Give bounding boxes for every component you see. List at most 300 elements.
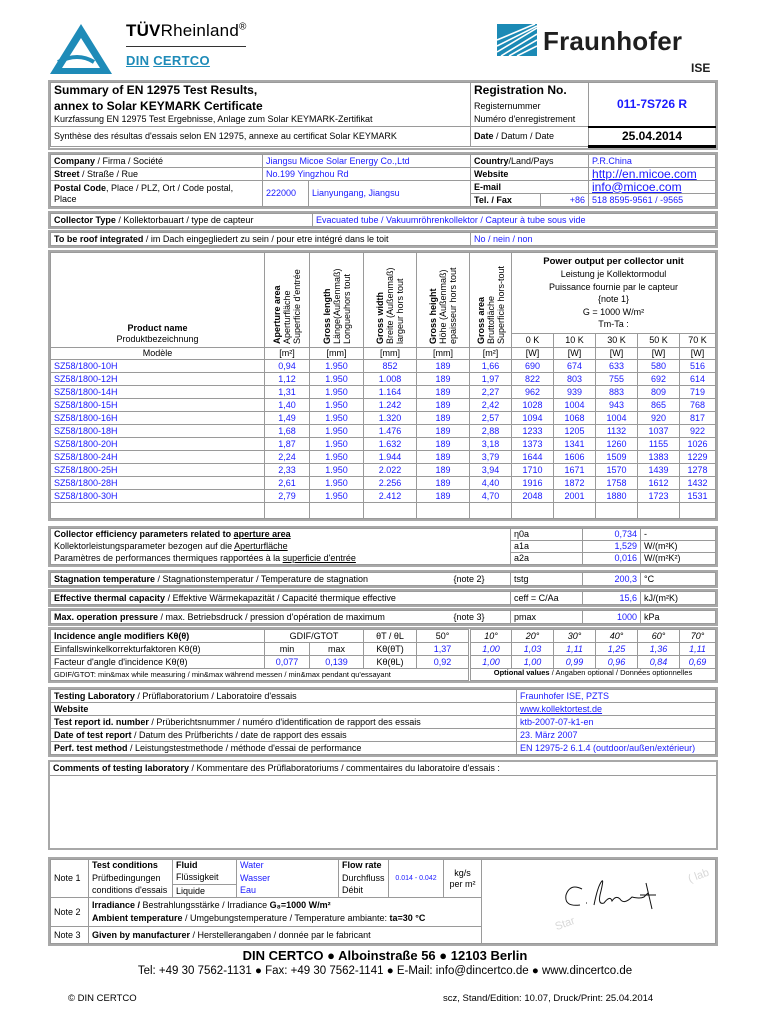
product-value: 189 xyxy=(417,412,470,425)
logo-divider xyxy=(126,46,246,47)
product-value: 943 xyxy=(596,399,638,412)
fraunhofer-wordmark: Fraunhofer xyxy=(543,26,683,56)
product-value: 2001 xyxy=(554,490,596,503)
street-label: Street / Straße / Rue xyxy=(51,168,263,181)
a1-value: 1,529 xyxy=(583,541,641,553)
product-value: 817 xyxy=(680,412,716,425)
unit: [W] xyxy=(638,348,680,360)
product-name: SZ58/1800-28H xyxy=(51,477,265,490)
stagnation-symbol: tstg xyxy=(511,573,583,586)
watermark-text: ( lab xyxy=(686,866,711,886)
product-name: SZ58/1800-20H xyxy=(51,438,265,451)
product-value: 2.256 xyxy=(364,477,417,490)
footer-copyright: © DIN CERTCO xyxy=(68,993,137,1004)
pressure-unit: kPa xyxy=(641,611,716,624)
test-conditions-en: Test conditions xyxy=(89,860,173,872)
lab-row-value: 23. März 2007 xyxy=(517,729,716,742)
lab-box xyxy=(48,687,718,757)
product-name: SZ58/1800-30H xyxy=(51,490,265,503)
tuv-rheinland-logo: TÜVRheinland® xyxy=(126,21,247,40)
opt-kl: 1,00 xyxy=(512,656,554,669)
note2-text: Irradiance / Bestrahlungsstärke / Irradiance G₈=1000 W/m² Ambient temperature / Umgebungstemperature / Temperature ambiante: ta=30 °C xyxy=(89,898,482,927)
test-conditions-fr: conditions d'essais xyxy=(89,885,173,898)
product-value: 4,40 xyxy=(470,477,512,490)
temp-30k: 30 K xyxy=(596,334,638,348)
summary-german: Kurzfassung EN 12975 Test Ergebnisse, Anlage zum Solar KEYMARK-Zertifikat xyxy=(51,114,471,127)
date-value: 25.04.2014 xyxy=(589,127,716,147)
product-name: SZ58/1800-15H xyxy=(51,399,265,412)
product-row xyxy=(51,399,716,412)
product-value: 189 xyxy=(417,425,470,438)
opt-kl: 0,99 xyxy=(554,656,596,669)
a1-unit: W/(m²K) xyxy=(641,541,716,553)
opt-angle: 60° xyxy=(638,630,680,643)
product-value: 1758 xyxy=(596,477,638,490)
comments-box xyxy=(48,760,718,850)
product-value: 1570 xyxy=(596,464,638,477)
product-value: 1432 xyxy=(680,477,716,490)
thermal-capacity-unit: kJ/(m²K) xyxy=(641,592,716,605)
product-name: SZ58/1800-12H xyxy=(51,373,265,386)
product-value: 1.950 xyxy=(310,360,364,373)
place-value: Lianyungang, Jiangsu xyxy=(309,181,471,207)
product-value: 939 xyxy=(554,386,596,399)
lab-row-label: Perf. test method / Leistungstestmethode / méthode d'essai de performance xyxy=(51,742,517,755)
email-link[interactable]: info@micoe.com xyxy=(589,181,716,194)
product-value: 0,94 xyxy=(265,360,310,373)
product-value: 1,68 xyxy=(265,425,310,438)
opt-kt: 1,03 xyxy=(512,643,554,656)
product-value: 1.950 xyxy=(310,477,364,490)
pressure-note: {note 3} xyxy=(451,611,511,624)
product-value: 1439 xyxy=(638,464,680,477)
a2-unit: W/(m²K²) xyxy=(641,553,716,565)
product-row xyxy=(51,464,716,477)
note1-label: Note 1 xyxy=(51,860,89,898)
product-value: 1.950 xyxy=(310,451,364,464)
product-value: 1037 xyxy=(638,425,680,438)
product-value: 2,57 xyxy=(470,412,512,425)
lab-row xyxy=(51,690,716,703)
product-value: 1.008 xyxy=(364,373,417,386)
pressure-box xyxy=(48,608,718,626)
kt-label: Kθ(θT) xyxy=(364,643,417,656)
lab-row-value: ktb-2007-07-k1-en xyxy=(517,716,716,729)
gdif-header: GDIF/GTOT xyxy=(265,630,364,643)
product-value: 2,27 xyxy=(470,386,512,399)
pressure-symbol: pmax xyxy=(511,611,583,624)
product-value: 1.950 xyxy=(310,464,364,477)
product-value: 1710 xyxy=(512,464,554,477)
product-value: 1383 xyxy=(638,451,680,464)
gdif-footnote: GDIF/GTOT: min&max while measuring / min&max während messen / min&max pendant qu'essayant xyxy=(51,669,470,681)
lab-row xyxy=(51,742,716,755)
product-value: 1916 xyxy=(512,477,554,490)
product-value: 1155 xyxy=(638,438,680,451)
footer-contact: Tel: +49 30 7562-1131 ● Fax: +49 30 7562-1141 ● E-Mail: info@dincertco.de ● www.dincertco.de xyxy=(137,965,633,977)
product-table xyxy=(50,252,716,519)
opt-kl: 0,69 xyxy=(680,656,716,669)
efficiency-label-en: Collector efficiency parameters related to aperture area xyxy=(51,529,511,541)
iam-label-de: Einfallswinkelkorrekturfaktoren Kθ(θ) xyxy=(51,643,265,656)
pressure-value: 1000 xyxy=(583,611,641,624)
stagnation-note: {note 2} xyxy=(451,573,511,586)
unit: [W] xyxy=(554,348,596,360)
email-label: E-mail xyxy=(471,181,589,194)
fluid-value-fr: Eau xyxy=(237,885,339,898)
product-value: 2,61 xyxy=(265,477,310,490)
product-value: 768 xyxy=(680,399,716,412)
website-link[interactable]: http://en.micoe.com xyxy=(589,168,716,181)
product-value: 1.320 xyxy=(364,412,417,425)
product-value: 822 xyxy=(512,373,554,386)
product-value: 1,97 xyxy=(470,373,512,386)
gross-length-header: Gross length Länge(Außenmaß) Longueuhors tout xyxy=(310,253,364,348)
gross-height-header: Gross height Höhe (Außenmaß) epaisseur hors tout xyxy=(417,253,470,348)
fluid-en: Fluid xyxy=(173,860,237,872)
product-value: 1341 xyxy=(554,438,596,451)
product-value: 920 xyxy=(638,412,680,425)
product-value: 1373 xyxy=(512,438,554,451)
product-value: 2,33 xyxy=(265,464,310,477)
fraunhofer-logo-icon xyxy=(497,24,537,58)
unit: [m²] xyxy=(470,348,512,360)
thermal-capacity-label: Effective thermal capacity / Effektive Wärmekapazität / Capacité thermique effective xyxy=(51,592,511,605)
product-value: 692 xyxy=(638,373,680,386)
product-value: 1229 xyxy=(680,451,716,464)
efficiency-box xyxy=(48,526,718,567)
opt-kl: 0,84 xyxy=(638,656,680,669)
eta0-unit: - xyxy=(641,529,716,541)
product-value: 1644 xyxy=(512,451,554,464)
product-value: 189 xyxy=(417,386,470,399)
lab-row-value: EN 12975-2 6.1.4 (outdoor/außen/extérieur) xyxy=(517,742,716,755)
note3-label: Note 3 xyxy=(51,927,89,944)
opt-kt: 1,11 xyxy=(680,643,716,656)
registration-label-de: Registernummer xyxy=(471,99,589,114)
power-output-header: Power output per collector unit Leistung je Kollektormodul Puissance fournie par le capteur {note 1} G = 1000 W/m² Tm-Ta : xyxy=(512,253,716,334)
product-value: 189 xyxy=(417,438,470,451)
product-value: 1.242 xyxy=(364,399,417,412)
product-value: 1.950 xyxy=(310,438,364,451)
opt-angle: 20° xyxy=(512,630,554,643)
flow-rate-value: 0.014 - 0.042 xyxy=(389,860,444,898)
product-value: 2,88 xyxy=(470,425,512,438)
flow-rate-unit: kg/s per m² xyxy=(444,860,482,898)
opt-angle: 40° xyxy=(596,630,638,643)
product-value: 1278 xyxy=(680,464,716,477)
product-value: 1026 xyxy=(680,438,716,451)
eta0-symbol: η0a xyxy=(511,529,583,541)
product-value: 1723 xyxy=(638,490,680,503)
gross-width-header: Gross width Breite (Außenmaß) largeur hors tout xyxy=(364,253,417,348)
ise-label: ISE xyxy=(691,61,711,75)
lab-row-label: Date of test report / Datum des Prüfberichts / date de rapport des essais xyxy=(51,729,517,742)
optional-values-label: Optional values / Angaben optional / Données optionnelles xyxy=(470,669,716,681)
product-value: 3,94 xyxy=(470,464,512,477)
product-value: 1233 xyxy=(512,425,554,438)
product-value: 1509 xyxy=(596,451,638,464)
lab-row xyxy=(51,729,716,742)
product-name: SZ58/1800-16H xyxy=(51,412,265,425)
product-value: 1004 xyxy=(554,399,596,412)
product-row xyxy=(51,490,716,503)
product-value: 189 xyxy=(417,373,470,386)
registration-label: Registration No. xyxy=(471,83,589,99)
unit: [W] xyxy=(680,348,716,360)
gdif-min-value: 0,077 xyxy=(265,656,310,669)
roof-label: To be roof integrated / im Dach eingegliedert zu sein / pour etre intégré dans le toit xyxy=(51,233,471,246)
lab-row-value: Fraunhofer ISE, PZTS xyxy=(517,690,716,703)
company-box xyxy=(48,152,718,209)
product-value: 755 xyxy=(596,373,638,386)
gdif-min-label: min xyxy=(265,643,310,656)
footer-address: DIN CERTCO ● Alboinstraße 56 ● 12103 Berlin xyxy=(242,948,528,963)
unit: [mm] xyxy=(417,348,470,360)
country-label: Country/Land/Pays xyxy=(471,155,589,168)
product-value: 690 xyxy=(512,360,554,373)
summary-title-line2: annex to Solar KEYMARK Certificate xyxy=(51,99,471,114)
stagnation-unit: °C xyxy=(641,573,716,586)
product-value: 1.164 xyxy=(364,386,417,399)
temp-70k: 70 K xyxy=(680,334,716,348)
product-value: 1.950 xyxy=(310,490,364,503)
company-label: Company / Firma / Société xyxy=(51,155,263,168)
tuv-triangle-logo-icon xyxy=(48,22,114,78)
unit: [mm] xyxy=(364,348,417,360)
thermal-capacity-value: 15,6 xyxy=(583,592,641,605)
product-value: 809 xyxy=(638,386,680,399)
product-value: 3,79 xyxy=(470,451,512,464)
summary-title-line1: Summary of EN 12975 Test Results, xyxy=(51,83,471,99)
gdif-max-value: 0,139 xyxy=(310,656,364,669)
unit: [W] xyxy=(512,348,554,360)
fluid-value-de: Wasser xyxy=(237,872,339,885)
stagnation-box xyxy=(48,570,718,588)
din-certco-logo: DIN CERTCO xyxy=(126,53,210,68)
country-value: P.R.China xyxy=(589,155,716,168)
product-value: 1,49 xyxy=(265,412,310,425)
lab-row xyxy=(51,703,716,716)
product-value: 189 xyxy=(417,360,470,373)
product-value: 1.476 xyxy=(364,425,417,438)
roof-value: No / nein / non xyxy=(471,233,716,246)
roof-integrated-box xyxy=(48,230,718,248)
efficiency-label-fr: Paramètres de performances thermiques rapportées à la superficie d'entrée xyxy=(51,553,511,565)
website-label: Website xyxy=(471,168,589,181)
product-value: 1205 xyxy=(554,425,596,438)
product-value: 852 xyxy=(364,360,417,373)
summary-header-box xyxy=(48,80,718,150)
temp-10k: 10 K xyxy=(554,334,596,348)
product-value: 189 xyxy=(417,477,470,490)
thermal-capacity-box xyxy=(48,589,718,607)
unit: [W] xyxy=(596,348,638,360)
product-value: 1671 xyxy=(554,464,596,477)
tel-prefix: +86 xyxy=(541,194,589,207)
product-value: 580 xyxy=(638,360,680,373)
kl-label: Kθ(θL) xyxy=(364,656,417,669)
collector-type-box xyxy=(48,211,718,229)
postal-label: Postal Code, Place / PLZ, Ort / Code postal, Place xyxy=(51,181,263,207)
product-value: 1.950 xyxy=(310,412,364,425)
product-name: SZ58/1800-25H xyxy=(51,464,265,477)
product-value: 2.022 xyxy=(364,464,417,477)
product-name: SZ58/1800-14H xyxy=(51,386,265,399)
product-value: 2048 xyxy=(512,490,554,503)
test-conditions-de: Prüfbedingungen xyxy=(89,872,173,885)
company-value: Jiangsu Micoe Solar Energy Co.,Ltd xyxy=(263,155,471,168)
product-name-header-fr: Modèle xyxy=(51,348,265,360)
a2-symbol: a2a xyxy=(511,553,583,565)
product-value: 1028 xyxy=(512,399,554,412)
product-value: 1.950 xyxy=(310,425,364,438)
product-row xyxy=(51,360,716,373)
opt-angle: 10° xyxy=(470,630,512,643)
comments-label: Comments of testing laboratory / Kommentare des Prüflaboratoriums / commentaires du laboratoire d'essais : xyxy=(50,762,716,775)
product-value: 1068 xyxy=(554,412,596,425)
product-value: 1.944 xyxy=(364,451,417,464)
thermal-capacity-symbol: ceff = C/Aa xyxy=(511,592,583,605)
product-value: 1531 xyxy=(680,490,716,503)
note2-label: Note 2 xyxy=(51,898,89,927)
product-value: 1132 xyxy=(596,425,638,438)
product-name: SZ58/1800-24H xyxy=(51,451,265,464)
theta-header: θT / θL xyxy=(364,630,417,643)
product-value: 674 xyxy=(554,360,596,373)
iam-box xyxy=(48,627,718,683)
product-row xyxy=(51,438,716,451)
product-value: 2,42 xyxy=(470,399,512,412)
product-value: 922 xyxy=(680,425,716,438)
product-value: 1606 xyxy=(554,451,596,464)
product-value: 865 xyxy=(638,399,680,412)
product-row xyxy=(51,373,716,386)
product-value: 1,31 xyxy=(265,386,310,399)
product-row xyxy=(51,477,716,490)
lab-row xyxy=(51,716,716,729)
product-value: 1.950 xyxy=(310,373,364,386)
product-value: 1612 xyxy=(638,477,680,490)
watermark-text: Star xyxy=(553,914,577,934)
product-table-box xyxy=(48,250,718,521)
product-value: 189 xyxy=(417,451,470,464)
gross-area-header: Gross area Bruttofläche Superficie hors-tout xyxy=(470,253,512,348)
opt-kl: 0,96 xyxy=(596,656,638,669)
product-value: 4,70 xyxy=(470,490,512,503)
product-row xyxy=(51,425,716,438)
lab-row-label: Testing Laboratory / Prüflaboratorium / Laboratoire d'essais xyxy=(51,690,517,703)
product-value: 1872 xyxy=(554,477,596,490)
product-row xyxy=(51,451,716,464)
date-label: Date / Datum / Date xyxy=(471,127,589,147)
iam-label-en: Incidence angle modifiers Kθ(θ) xyxy=(51,630,265,643)
product-value: 1004 xyxy=(596,412,638,425)
temp-50k: 50 K xyxy=(638,334,680,348)
flow-fr: Débit xyxy=(339,885,389,898)
units-row xyxy=(51,348,716,360)
street-value: No.199 Yingzhou Rd xyxy=(263,168,471,181)
iam-label-fr: Facteur d'angle d'incidence Kθ(θ) xyxy=(51,656,265,669)
collector-type-label: Collector Type / Kollektorbauart / type de capteur xyxy=(51,214,313,227)
product-value: 189 xyxy=(417,464,470,477)
aperture-area-header: Aperture area Aperturfläche Superficie d'entrée xyxy=(265,253,310,348)
flow-de: Durchfluss xyxy=(339,872,389,885)
fluid-value-en: Water xyxy=(237,860,339,872)
fluid-de: Flüssigkeit xyxy=(173,872,237,885)
kl-50: 0,92 xyxy=(417,656,470,669)
tel-value: 518 8595-9561 / -9565 xyxy=(589,194,716,207)
product-row xyxy=(51,386,716,399)
lab-row-label: Test report id. number / Prüberichtsnummer / numéro d'identification de rapport des essais xyxy=(51,716,517,729)
registration-number: 011-7S726 R xyxy=(589,83,716,127)
footer-edition: scz, Stand/Edition: 10.07, Druck/Print: 25.04.2014 xyxy=(443,993,654,1004)
product-row xyxy=(51,412,716,425)
product-value: 633 xyxy=(596,360,638,373)
postal-code: 222000 xyxy=(263,181,309,207)
product-value: 1.950 xyxy=(310,399,364,412)
opt-angle: 30° xyxy=(554,630,596,643)
unit: [m²] xyxy=(265,348,310,360)
product-value: 2,24 xyxy=(265,451,310,464)
product-value: 189 xyxy=(417,399,470,412)
product-value: 189 xyxy=(417,490,470,503)
lab-website-link[interactable]: www.kollektortest.de xyxy=(517,703,716,716)
product-name-header: Product name Produktbezeichnung xyxy=(51,253,265,348)
product-value: 3,18 xyxy=(470,438,512,451)
product-value: 516 xyxy=(680,360,716,373)
opt-kt: 1,25 xyxy=(596,643,638,656)
unit: [mm] xyxy=(310,348,364,360)
stagnation-value: 200,3 xyxy=(583,573,641,586)
temp-0k: 0 K xyxy=(512,334,554,348)
a2-value: 0,016 xyxy=(583,553,641,565)
product-name: SZ58/1800-18H xyxy=(51,425,265,438)
flow-en: Flow rate xyxy=(339,860,389,872)
angle-50: 50° xyxy=(417,630,470,643)
product-value: 1880 xyxy=(596,490,638,503)
product-value: 962 xyxy=(512,386,554,399)
product-value: 1,66 xyxy=(470,360,512,373)
opt-kt: 1,36 xyxy=(638,643,680,656)
product-name: SZ58/1800-10H xyxy=(51,360,265,373)
opt-kl: 1,00 xyxy=(470,656,512,669)
signature xyxy=(560,875,690,917)
product-value: 2.412 xyxy=(364,490,417,503)
product-value: 1,12 xyxy=(265,373,310,386)
product-value: 1.950 xyxy=(310,386,364,399)
note3-text: Given by manufacturer / Herstellerangaben / donnée par le fabricant xyxy=(89,927,482,944)
stagnation-label: Stagnation temperature / Stagnationstemperatur / Temperature de stagnation xyxy=(51,573,451,586)
efficiency-label-de: Kollektorleistungsparameter bezogen auf die Aperturfläche xyxy=(51,541,511,553)
pressure-label: Max. operation pressure / max. Betriebsdruck / pression d'opération de maximum xyxy=(51,611,451,624)
gdif-max-label: max xyxy=(310,643,364,656)
lab-row-label: Website xyxy=(51,703,517,716)
opt-kt: 1,00 xyxy=(470,643,512,656)
summary-french: Synthèse des résultas d'essais selon EN 12975, annexe au certificat Solar KEYMARK xyxy=(51,127,471,147)
product-value: 614 xyxy=(680,373,716,386)
product-value: 1094 xyxy=(512,412,554,425)
registration-label-fr: Numéro d'enregistrement xyxy=(471,114,589,127)
product-value: 883 xyxy=(596,386,638,399)
fluid-fr: Liquide xyxy=(173,885,237,898)
opt-angle: 70° xyxy=(680,630,716,643)
opt-kt: 1,11 xyxy=(554,643,596,656)
a1-symbol: a1a xyxy=(511,541,583,553)
tel-label: Tel. / Fax xyxy=(471,194,541,207)
empty-row xyxy=(51,503,716,519)
eta0-value: 0,734 xyxy=(583,529,641,541)
